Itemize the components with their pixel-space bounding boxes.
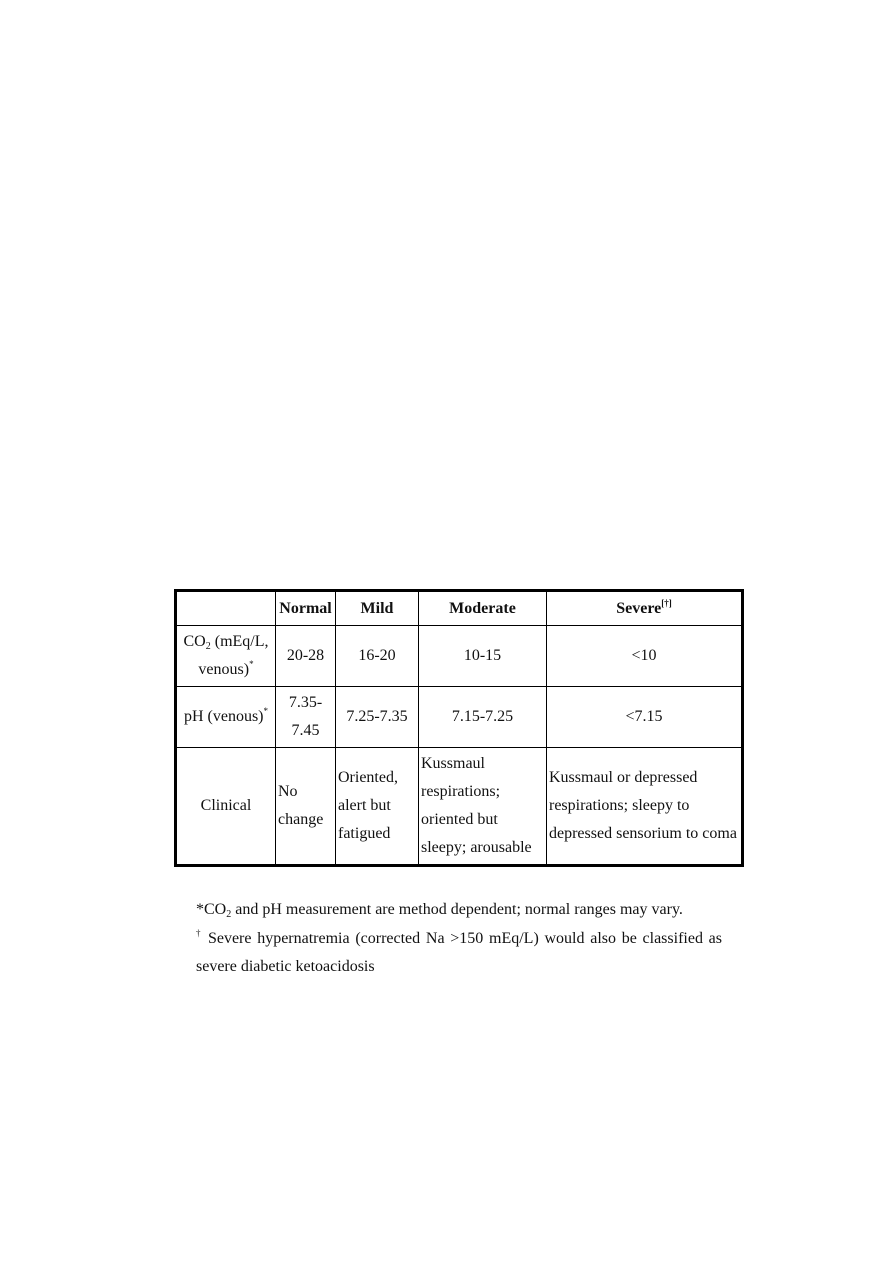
- footnote-method-sub: 2: [226, 909, 232, 920]
- footnote-hypernatremia: [196, 925, 722, 982]
- table-row-co2: [176, 626, 743, 687]
- dka-severity-table: [174, 589, 744, 867]
- footnote-method-prefix: *CO: [196, 901, 227, 918]
- ph-label: [176, 687, 276, 748]
- co2-severe: <10: [547, 626, 743, 687]
- co2-mild: 16-20: [336, 626, 419, 687]
- header-normal: Normal: [276, 591, 336, 626]
- footnote-method-text: and pH measurement are method dependent; normal ranges may vary.: [231, 901, 683, 918]
- co2-moderate: 10-15: [419, 626, 547, 687]
- header-severe-label: Severe: [616, 599, 662, 617]
- ph-label-mark: *: [263, 706, 269, 716]
- header-moderate: Moderate: [419, 591, 547, 626]
- co2-label-prefix: CO: [183, 633, 206, 650]
- clinical-mild: Oriented, alert but fatigued: [336, 748, 419, 866]
- co2-label: [176, 626, 276, 687]
- ph-severe: <7.15: [547, 687, 743, 748]
- co2-label-line2: venous): [198, 661, 250, 678]
- table-row-clinical: [176, 748, 743, 866]
- header-mild: Mild: [336, 591, 419, 626]
- co2-label-sub: 2: [205, 641, 211, 652]
- clinical-severe: Kussmaul or depressed respirations; sleepy to depressed sensorium to coma: [547, 748, 743, 866]
- table-footnotes: [196, 896, 722, 982]
- footnote-hypernatremia-text: Severe hypernatremia (corrected Na >150 mEq/L) would also be classified as severe diabetic ketoacidosis: [196, 929, 723, 975]
- ph-normal-line2: 7.45: [291, 722, 320, 739]
- header-severe-mark: [†]: [661, 597, 672, 608]
- ph-moderate: 7.15-7.25: [419, 687, 547, 748]
- footnote-dagger-mark: †: [196, 927, 203, 938]
- ph-label-text: pH (venous): [183, 708, 264, 725]
- ph-mild: 7.25-7.35: [336, 687, 419, 748]
- header-severe: [547, 591, 743, 626]
- clinical-moderate: Kussmaul respirations; oriented but sleepy; arousable: [419, 748, 547, 866]
- table-row-ph: [176, 687, 743, 748]
- footnote-method: [196, 896, 722, 925]
- header-blank: [176, 591, 276, 626]
- table-header-row: [176, 591, 743, 626]
- co2-label-mark: *: [249, 659, 254, 669]
- ph-normal: [276, 687, 336, 748]
- ph-normal-line1: 7.35-: [288, 694, 323, 711]
- co2-normal: 20-28: [276, 626, 336, 687]
- co2-label-rest: (mEq/L,: [210, 633, 269, 650]
- clinical-normal: No change: [276, 748, 336, 866]
- clinical-label: Clinical: [176, 748, 276, 866]
